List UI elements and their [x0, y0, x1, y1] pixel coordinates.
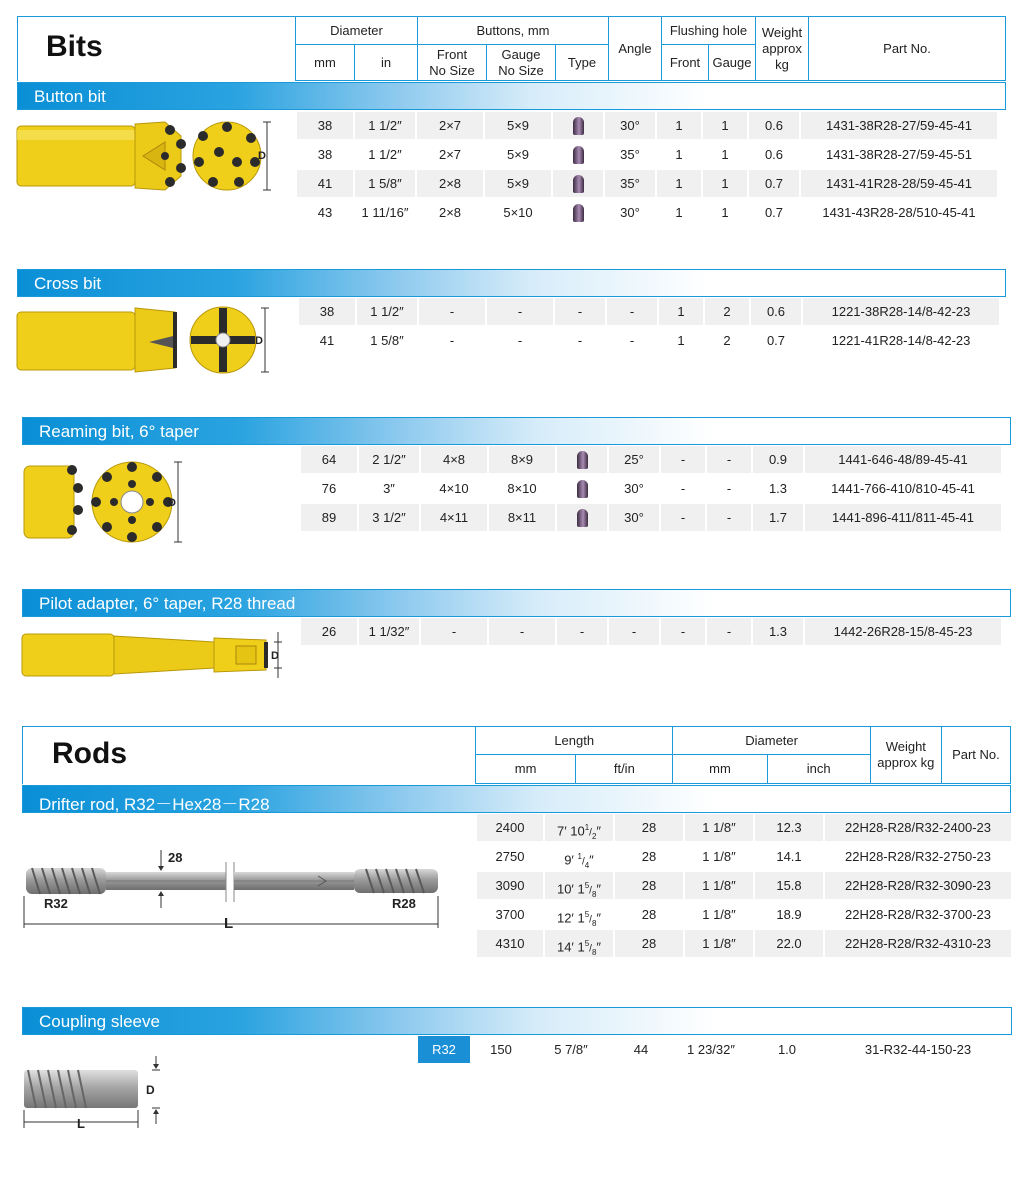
- ftin-num: 1: [584, 823, 590, 832]
- ftin-num: 5: [584, 910, 590, 919]
- ftin-whole: 7′ 10: [556, 823, 585, 839]
- weight: 15.8: [755, 872, 823, 899]
- angle: 30°: [609, 475, 659, 502]
- length-ftin: [545, 814, 613, 841]
- gauge-label: Gauge: [501, 46, 541, 62]
- length-mm: 3090: [477, 872, 543, 899]
- section-coupling-sleeve: [22, 1007, 1012, 1035]
- part-no: 22H28-R28/R32-2750-23: [825, 843, 1011, 870]
- col-gauge: [487, 45, 556, 81]
- coupling-part: 31-R32-44-150-23: [824, 1036, 1012, 1063]
- bits-header-table: [295, 16, 1006, 81]
- angle: 30°: [609, 504, 659, 531]
- section-pilot-adapter: [22, 589, 1011, 617]
- button-type: [557, 504, 607, 531]
- weight: 0.6: [749, 112, 799, 139]
- weight: 12.3: [755, 814, 823, 841]
- flush-front: 1: [659, 327, 703, 354]
- dim-d-label: D: [271, 650, 279, 662]
- front-buttons: 2×8: [417, 170, 483, 197]
- dia-mm: 89: [301, 504, 357, 531]
- dia-mm: 28: [615, 814, 683, 841]
- coupling-l-label: L: [77, 1116, 85, 1130]
- button-insert-icon: [573, 204, 584, 222]
- col-rod-diameter: Diameter: [673, 727, 870, 755]
- section-label: Pilot adapter, 6° taper, R28 thread: [39, 594, 296, 613]
- flush-front: 1: [657, 112, 701, 139]
- flush-gauge: 1: [703, 141, 747, 168]
- table-row: [297, 170, 999, 199]
- table-row: [477, 872, 1013, 901]
- table-row: [299, 298, 1001, 327]
- dia-mm: 38: [297, 141, 353, 168]
- col-flushing: Flushing hole: [662, 17, 756, 45]
- dim-d-label: D: [255, 335, 263, 347]
- ftin-inch-mark: ″: [596, 881, 602, 897]
- col-dia-mm: mm: [673, 755, 767, 784]
- part-no: 1441-896-411/811-45-41: [805, 504, 1001, 531]
- ftin-num: 1: [577, 852, 582, 861]
- gauge-buttons: -: [487, 298, 553, 325]
- col-part: Part No.: [809, 17, 1006, 81]
- part-no: 22H28-R28/R32-2400-23: [825, 814, 1011, 841]
- ftin-whole: 9′: [564, 852, 578, 868]
- dia-mm: 26: [301, 618, 357, 645]
- part-no: 1221-41R28-14/8-42-23: [803, 327, 999, 354]
- dia-in: 2 1/2″: [359, 446, 419, 473]
- angle: -: [607, 327, 657, 354]
- dia-in: 1 5/8″: [357, 327, 417, 354]
- ftin-inch-mark: ″: [596, 939, 602, 955]
- col-front: [418, 45, 487, 81]
- part-no: 1221-38R28-14/8-42-23: [803, 298, 999, 325]
- table-row: [477, 930, 1013, 959]
- weight: 0.7: [749, 199, 799, 226]
- coupling-dia-in: 1 23/32″: [672, 1036, 750, 1063]
- angle: 30°: [605, 112, 655, 139]
- ftin-den: 2: [591, 831, 597, 841]
- approx-label: approx: [762, 40, 802, 56]
- part-no: 1441-766-410/810-45-41: [805, 475, 1001, 502]
- part-no: 22H28-R28/R32-3700-23: [825, 901, 1011, 928]
- angle: 25°: [609, 446, 659, 473]
- dia-mm: 38: [299, 298, 355, 325]
- front-buttons: 4×10: [421, 475, 487, 502]
- table-row: [301, 475, 1003, 504]
- ftin-inch-mark: ″: [596, 910, 602, 926]
- section-label: Coupling sleeve: [39, 1012, 160, 1031]
- ftin-inch-mark: ″: [596, 823, 602, 839]
- flush-gauge: -: [707, 618, 751, 645]
- table-row: [477, 843, 1013, 872]
- flush-gauge: 1: [703, 199, 747, 226]
- dia-in: 3 1/2″: [359, 504, 419, 531]
- length-mm: 2400: [477, 814, 543, 841]
- flush-front: 1: [659, 298, 703, 325]
- table-row: [297, 141, 999, 170]
- dia-mm: 28: [615, 930, 683, 957]
- col-len-ftin: ft/in: [576, 755, 673, 784]
- ftin-den: 4: [584, 860, 590, 870]
- part-no: 1442-26R28-15/8-45-23: [805, 618, 1001, 645]
- part-no: 22H28-R28/R32-4310-23: [825, 930, 1011, 957]
- button-type: [553, 141, 603, 168]
- weight: 0.7: [749, 170, 799, 197]
- angle: 35°: [605, 170, 655, 197]
- coupling-sleeve-illustration: [20, 1054, 170, 1130]
- flush-gauge: -: [707, 475, 751, 502]
- dia-mm: 28: [615, 872, 683, 899]
- part-no: 22H28-R28/R32-3090-23: [825, 872, 1011, 899]
- front-buttons: -: [419, 327, 485, 354]
- dia-inch: 1 1/8″: [685, 901, 753, 928]
- dia-in: 1 11/16″: [355, 199, 415, 226]
- gauge-buttons: -: [489, 618, 555, 645]
- dia-mm: 41: [299, 327, 355, 354]
- table-row: [301, 618, 1003, 647]
- length-ftin: [545, 843, 613, 870]
- weight-label: Weight: [761, 24, 803, 40]
- gauge-buttons: 5×10: [485, 199, 551, 226]
- button-insert-icon: [573, 146, 584, 164]
- flush-front: -: [661, 504, 705, 531]
- length-ftin: [545, 901, 613, 928]
- angle: 30°: [605, 199, 655, 226]
- front-buttons: 2×7: [417, 141, 483, 168]
- weight: 0.7: [751, 327, 801, 354]
- bits-title: Bits: [46, 30, 103, 63]
- cross-bit-illustration: [15, 302, 275, 378]
- section-label: Reaming bit, 6° taper: [39, 422, 199, 441]
- gauge-buttons: 8×9: [489, 446, 555, 473]
- weight: 1.3: [753, 475, 803, 502]
- flush-front: -: [661, 446, 705, 473]
- section-label: Cross bit: [34, 274, 102, 293]
- rods-title-frame: [22, 726, 475, 784]
- ftin-whole: 14′ 1: [556, 939, 585, 955]
- section-cross-bit: [17, 269, 1006, 297]
- dia-mm: 64: [301, 446, 357, 473]
- button-type: [553, 199, 603, 226]
- length-ftin: [545, 872, 613, 899]
- gauge-buttons: 8×11: [489, 504, 555, 531]
- col-length: Length: [476, 727, 673, 755]
- table-row: [297, 199, 999, 228]
- section-reaming-bit: [22, 417, 1011, 445]
- col-rod-weight: [870, 727, 941, 784]
- flush-gauge: -: [707, 446, 751, 473]
- ftin-num: 5: [584, 939, 590, 948]
- col-flush-gauge: Gauge: [709, 45, 756, 81]
- ftin-whole: 12′ 1: [556, 910, 585, 926]
- length-label: L: [224, 915, 234, 932]
- weight: 14.1: [755, 843, 823, 870]
- button-insert-icon: [573, 175, 584, 193]
- flush-front: 1: [657, 170, 701, 197]
- length-ftin: [545, 930, 613, 957]
- flush-gauge: 1: [703, 170, 747, 197]
- ftin-num: 5: [584, 881, 590, 890]
- button-type: [557, 446, 607, 473]
- gauge-buttons: 5×9: [485, 112, 551, 139]
- weight: 22.0: [755, 930, 823, 957]
- col-dia-inch: inch: [767, 755, 870, 784]
- button-type: [557, 475, 607, 502]
- ftin-den: 8: [591, 889, 597, 899]
- col-in: in: [355, 45, 418, 81]
- length-mm: 3700: [477, 901, 543, 928]
- weight-label: Weight: [885, 739, 926, 754]
- coupling-tag: R32: [418, 1036, 470, 1063]
- dia-mm: 38: [297, 112, 353, 139]
- angle: -: [609, 618, 659, 645]
- part-no: 1441-646-48/89-45-41: [805, 446, 1001, 473]
- weight: 1.3: [753, 618, 803, 645]
- part-no: 1431-43R28-28/510-45-41: [801, 199, 997, 226]
- dim-d-label: D: [258, 150, 266, 162]
- gauge-buttons: 5×9: [485, 141, 551, 168]
- dia-in: 3″: [359, 475, 419, 502]
- flush-front: -: [661, 475, 705, 502]
- dia-in: 1 1/32″: [359, 618, 419, 645]
- ftin-inch-mark: ″: [589, 852, 594, 868]
- dim-d-label: D: [168, 497, 176, 509]
- coupling-weight: 1.0: [752, 1036, 822, 1063]
- table-row: [301, 504, 1003, 533]
- dia-mm: 76: [301, 475, 357, 502]
- weight: 18.9: [755, 901, 823, 928]
- dia-in: 1 5/8″: [355, 170, 415, 197]
- front-nosize: No Size: [429, 62, 475, 78]
- flush-gauge: 2: [705, 298, 749, 325]
- weight: 0.6: [751, 298, 801, 325]
- button-insert-icon: [577, 451, 588, 469]
- table-row: [301, 446, 1003, 475]
- dia-in: 1 1/2″: [355, 112, 415, 139]
- table-row: [477, 901, 1013, 930]
- dia-in: 1 1/2″: [357, 298, 417, 325]
- col-type: Type: [556, 45, 609, 81]
- angle: 35°: [605, 141, 655, 168]
- flush-front: 1: [657, 141, 701, 168]
- ftin-slash: /: [589, 914, 592, 926]
- gauge-buttons: 8×10: [489, 475, 555, 502]
- drifter-rod-illustration: [18, 848, 443, 933]
- dia-inch: 1 1/8″: [685, 814, 753, 841]
- reaming-bit-illustration: [22, 458, 192, 548]
- gauge-buttons: -: [487, 327, 553, 354]
- coupling-length-in: 5 7/8″: [532, 1036, 610, 1063]
- dia-in: 1 1/2″: [355, 141, 415, 168]
- button-insert-icon: [577, 480, 588, 498]
- length-mm: 2750: [477, 843, 543, 870]
- flush-front: -: [661, 618, 705, 645]
- table-row: [299, 327, 1001, 356]
- table-row: [297, 112, 999, 141]
- approx-kg-label: approx kg: [877, 755, 935, 770]
- col-flush-front: Front: [662, 45, 709, 81]
- dia-inch: 1 1/8″: [685, 872, 753, 899]
- section-label: Button bit: [34, 87, 106, 106]
- front-buttons: 2×8: [417, 199, 483, 226]
- part-no: 1431-38R28-27/59-45-41: [801, 112, 997, 139]
- kg-label: kg: [775, 56, 789, 72]
- col-angle: Angle: [609, 17, 662, 81]
- flush-gauge: 2: [705, 327, 749, 354]
- hex-size-label: 28: [168, 850, 183, 865]
- dia-inch: 1 1/8″: [685, 843, 753, 870]
- ftin-slash: /: [589, 943, 592, 955]
- r28-label: R28: [392, 896, 416, 911]
- rods-header-table: [475, 726, 1011, 784]
- button-insert-icon: [577, 509, 588, 527]
- front-buttons: 2×7: [417, 112, 483, 139]
- button-insert-icon: [573, 117, 584, 135]
- length-mm: 4310: [477, 930, 543, 957]
- front-buttons: -: [419, 298, 485, 325]
- col-buttons: Buttons, mm: [418, 17, 609, 45]
- section-label: Drifter rod, R32－Hex28－R28: [39, 795, 270, 814]
- dia-mm: 28: [615, 843, 683, 870]
- r32-label: R32: [44, 896, 68, 911]
- coupling-d-label: D: [146, 1083, 155, 1097]
- button-type: -: [557, 618, 607, 645]
- coupling-row: [418, 1036, 1014, 1065]
- weight: 0.9: [753, 446, 803, 473]
- col-rod-part: Part No.: [941, 727, 1010, 784]
- weight: 0.6: [749, 141, 799, 168]
- front-buttons: -: [421, 618, 487, 645]
- ftin-den: 8: [591, 947, 597, 957]
- rods-title: Rods: [52, 737, 127, 770]
- front-buttons: 4×8: [421, 446, 487, 473]
- dia-mm: 28: [615, 901, 683, 928]
- ftin-slash: /: [589, 885, 592, 897]
- button-type: -: [555, 298, 605, 325]
- button-type: [553, 112, 603, 139]
- button-type: -: [555, 327, 605, 354]
- button-bit-illustration: [15, 116, 275, 196]
- front-label: Front: [436, 46, 468, 62]
- col-mm: mm: [296, 45, 355, 81]
- col-weight: [756, 17, 809, 81]
- pilot-adapter-illustration: [20, 628, 290, 680]
- ftin-whole: 10′ 1: [556, 881, 585, 897]
- ftin-slash: /: [589, 827, 592, 839]
- weight: 1.7: [753, 504, 803, 531]
- angle: -: [607, 298, 657, 325]
- table-row: [477, 814, 1013, 843]
- col-diameter: Diameter: [296, 17, 418, 45]
- dia-mm: 43: [297, 199, 353, 226]
- gauge-buttons: 5×9: [485, 170, 551, 197]
- section-button-bit: [17, 82, 1006, 110]
- ftin-den: 8: [591, 918, 597, 928]
- flush-gauge: -: [707, 504, 751, 531]
- dia-inch: 1 1/8″: [685, 930, 753, 957]
- section-drifter-rod: [22, 785, 1011, 813]
- ftin-slash: /: [581, 856, 585, 868]
- front-buttons: 4×11: [421, 504, 487, 531]
- dia-mm: 41: [297, 170, 353, 197]
- button-type: [553, 170, 603, 197]
- part-no: 1431-38R28-27/59-45-51: [801, 141, 997, 168]
- gauge-nosize: No Size: [498, 62, 544, 78]
- coupling-length-mm: 150: [472, 1036, 530, 1063]
- bits-title-frame: [17, 16, 296, 81]
- flush-gauge: 1: [703, 112, 747, 139]
- part-no: 1431-41R28-28/59-45-41: [801, 170, 997, 197]
- flush-front: 1: [657, 199, 701, 226]
- col-len-mm: mm: [476, 755, 576, 784]
- coupling-dia-mm: 44: [612, 1036, 670, 1063]
